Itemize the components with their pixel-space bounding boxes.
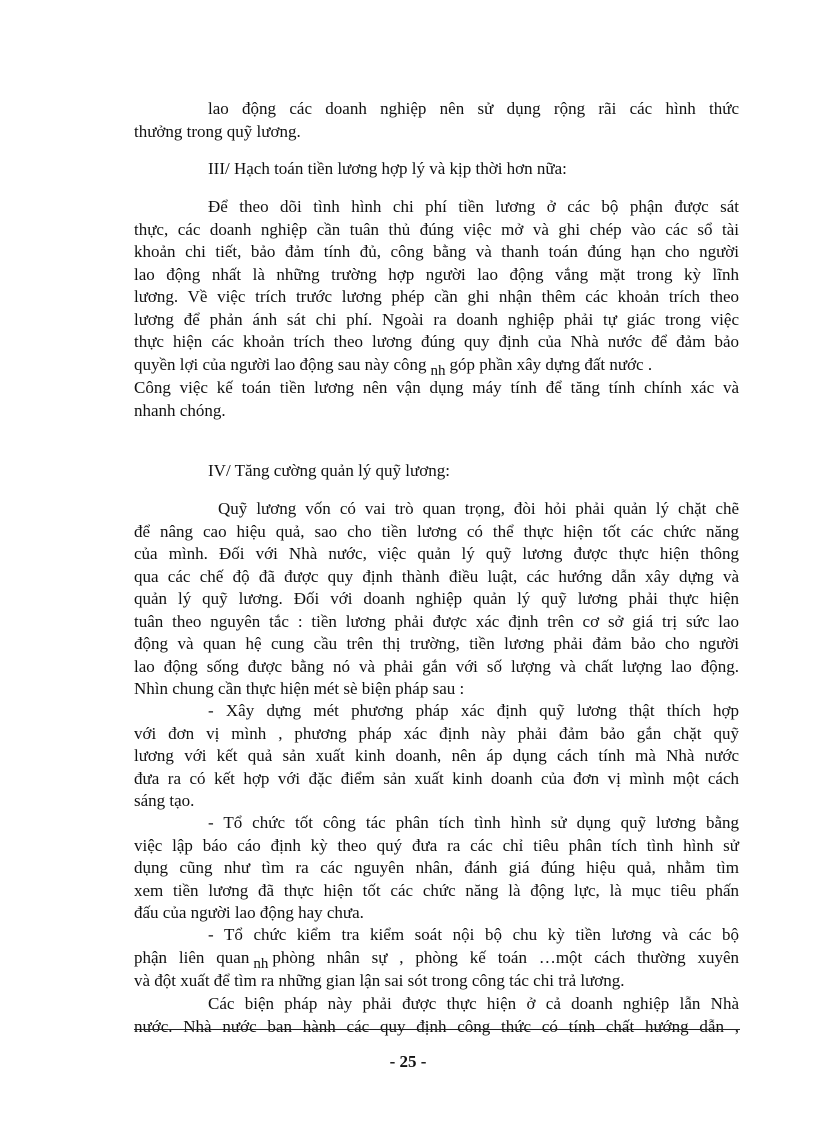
page-number: - 25 - <box>389 1052 427 1071</box>
text-line: khoản chi tiết, bảo đảm tính đủ, công bằng và thanh toán đúng hạn cho người <box>134 242 739 261</box>
text-line: việc lập báo cáo định kỳ theo quý đưa ra các chỉ tiêu phân tích tình hình sử <box>134 835 739 855</box>
text-line: quản lý quỹ lương. Đối với doanh nghiệp quản lý quỹ lương phải thực hiện <box>134 589 739 608</box>
artifact-text: nh <box>430 362 446 379</box>
text-line: thực hiện các khoản trích theo lương đúng quy định của Nhà nước để đảm bảo <box>134 332 739 351</box>
text-line: Các biện pháp này phải được thực hiện ở cả doanh nghiệp lẫn Nhà <box>208 994 739 1013</box>
text-line: nước. Nhà nước ban hành các quy định công thức có tính chất hướng dẫn , <box>134 1016 739 1036</box>
text-line: Nhìn chung cần thực hiện mét sè biện pháp sau : <box>134 679 465 698</box>
text-line: Công việc kế toán tiền lương nên vận dụng máy tính để tăng tính chính xác và <box>134 378 739 397</box>
text-line: động và quan hệ cung cầu trên thị trường, tiền lương phải đảm bảo cho người <box>134 634 739 653</box>
text-line: lao động các doanh nghiệp nên sử dụng rộng rãi các hình thức <box>208 99 739 118</box>
bullet-item-1 <box>134 700 739 813</box>
bullet-item-3 <box>134 924 739 993</box>
text-line: - Tổ chức tốt công tác phân tích tình hình sử dụng quỹ lương bằng <box>208 813 739 832</box>
text-line <box>134 947 739 971</box>
text-line: thưởng trong quỹ lương. <box>134 121 301 141</box>
text-line: sáng tạo. <box>134 791 195 810</box>
artifact-text: nh <box>253 955 269 972</box>
paragraph-payroll-management <box>134 498 739 701</box>
text-line: dụng cũng như tìm ra các nguyên nhân, đánh giá đúng hiệu quả, nhằm tìm <box>134 858 739 877</box>
text-line: lao động nhất là những trường hợp người lao động vắng mặt trong kỳ lĩnh <box>134 264 739 284</box>
text-line: - Tổ chức kiểm tra kiểm soát nội bộ chu kỳ tiền lương và các bộ <box>208 925 739 944</box>
text-line: thực, các doanh nghiệp cần tuân thủ đúng việc mở và ghi chép vào các sổ tài <box>134 219 739 239</box>
text-fragment: góp phần xây dựng đất nước . <box>449 354 653 374</box>
text-line: Để theo dõi tình hình chi phí tiền lương ở các bộ phận được sát <box>208 197 739 216</box>
text-line: - Xây dựng mét phương pháp xác định quỹ lương thật thích hợp <box>208 701 739 720</box>
paragraph-closing <box>134 993 739 1038</box>
text-line: lao động sống được bằng nó và phải gắn với số lượng và chất lượng lao động. <box>134 656 739 676</box>
text-line: tuân theo nguyên tắc : tiền lương phải được xác định trên cơ sở giá trị sức lao <box>134 611 739 631</box>
text-line <box>134 354 739 378</box>
section-heading-iv: IV/ Tăng cường quản lý quỹ lương: <box>208 461 450 480</box>
text-line: của mình. Đối với Nhà nước, việc quản lý quỹ lương được thực hiện thông <box>134 544 739 563</box>
footer-divider <box>134 1029 740 1030</box>
text-line: đấu của người lao động hay chưa. <box>134 903 364 922</box>
paragraph-intro <box>134 98 739 143</box>
text-line: lương với kết quả sản xuất kinh doanh, nên áp dụng cách tính mà Nhà nước <box>134 746 739 765</box>
text-line: đưa ra có kết hợp với đặc điểm sản xuất kinh doanh của đơn vị mình một cách <box>134 768 739 788</box>
text-fragment: phận liên quan <box>134 947 250 967</box>
text-line: Quỹ lương vốn có vai trò quan trọng, đòi hỏi phải quản lý chặt chẽ <box>218 499 739 518</box>
text-line: và đột xuất để tìm ra những gian lận sai sót trong công tác chi trả lương. <box>134 971 625 990</box>
bullet-item-2 <box>134 812 739 925</box>
text-fragment: quyền lợi của người lao động sau này công <box>134 354 427 374</box>
text-line: nhanh chóng. <box>134 400 226 420</box>
text-line: lương để phản ánh sát chi phí. Ngoài ra doanh nghiệp phải tự giác trong việc <box>134 309 739 329</box>
text-fragment: phòng nhân sự , phòng kế toán …một cách thường xuyên <box>272 947 739 967</box>
text-line: để nâng cao hiệu quả, sao cho tiền lương có thể thực hiện tốt các chức năng <box>134 521 739 541</box>
paragraph-salary-accounting <box>134 196 739 422</box>
section-heading-iii: III/ Hạch toán tiền lương hợp lý và kịp thời hơn nữa: <box>208 159 567 178</box>
text-line: xem tiền lương đã thực hiện tốt các chức năng là động lực, là mục tiêu phấn <box>134 880 739 900</box>
text-line: với đơn vị mình , phương pháp xác định này phải đảm bảo gắn chặt quỹ <box>134 723 739 743</box>
text-line: qua các chế độ đã được quy định thành điều luật, các hướng dẫn xây dựng và <box>134 566 739 586</box>
text-line: lương. Về việc trích trước lương phép cần ghi nhận thêm các khoản trích theo <box>134 287 739 306</box>
